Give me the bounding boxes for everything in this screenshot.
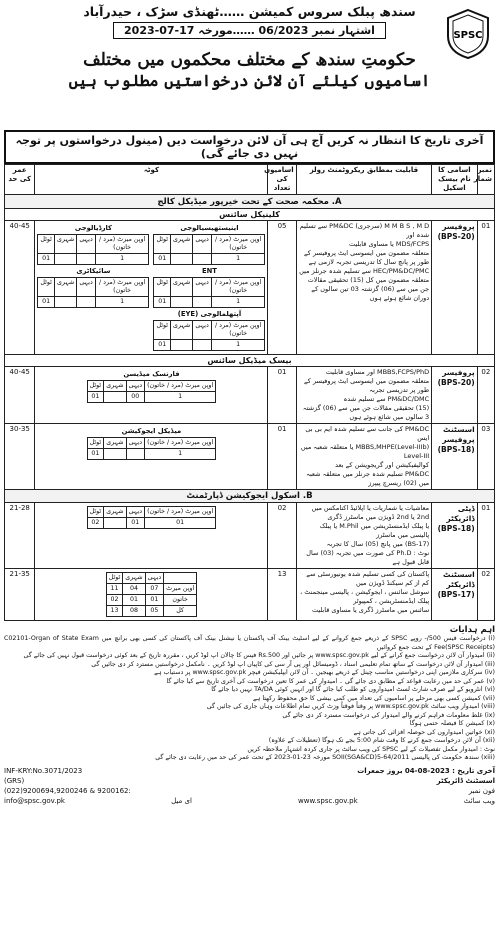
quota-rural-label: دیہی — [193, 278, 212, 297]
quota-urban-label: شہری — [54, 235, 76, 254]
quota-total-label: ٹوٹل — [154, 235, 171, 254]
quota-total: 02 — [106, 595, 123, 606]
post-name: پروفیسر — [442, 222, 475, 231]
phone-label: فون نمبر — [468, 786, 495, 795]
quota-urban — [54, 297, 76, 308]
age-limit: 30-35 — [9, 425, 30, 433]
post-name: اسسٹنٹ پروفیسر — [442, 425, 475, 444]
quota-table — [37, 277, 149, 308]
row-qualification — [296, 569, 432, 621]
quota-total: 02 — [87, 518, 104, 529]
quota-rural: 05 — [145, 606, 164, 617]
quota-total-label: ٹوٹل — [106, 573, 123, 584]
posts-table — [4, 164, 495, 621]
quota-merit-label: اوپن میرٹ (مرد / خاتون) — [95, 278, 149, 297]
age-limit: 21-28 — [9, 504, 30, 512]
quota-rural-label: دیہی — [126, 438, 145, 449]
row-number: 01 — [268, 367, 296, 424]
quota-urban-label: شہری — [104, 438, 126, 449]
row-age — [5, 424, 35, 490]
row-sn: 01 — [477, 503, 494, 569]
row-qualification — [296, 503, 432, 569]
quota-rural-label: دیہی — [126, 507, 145, 518]
last-date — [357, 766, 495, 776]
quota-rural — [126, 449, 145, 460]
table-header-row — [5, 165, 495, 195]
row-qualification — [296, 367, 432, 424]
quota-total-label: ٹوٹل — [38, 235, 55, 254]
quota-urban — [104, 518, 126, 529]
row-number: 01 — [268, 424, 296, 490]
quota-urban-label: شہری — [104, 381, 126, 392]
phone-numbers: (022)9200694,9200246 & 9200162: — [4, 786, 131, 795]
post-scale: (BPS-17) — [437, 590, 475, 599]
row-qualification — [296, 424, 432, 490]
subsection-clinical-row — [5, 209, 495, 221]
website-label: ویب سائٹ — [463, 796, 495, 805]
quota-urban — [170, 254, 192, 265]
subsection-basic-row — [5, 355, 495, 367]
quota-table — [153, 277, 265, 308]
post-scale: (BPS-20) — [437, 378, 475, 387]
qual-line: متعلقہ مضمون میں ایسوسی ایٹ پروفیسر کے طور پر تدریسی تجربہ — [303, 377, 430, 394]
quota-rural-label: دیہی — [77, 235, 96, 254]
instruction-item: (v) عمر کی حد میں رعایت قواعد کے مطابق دی جائے گی ۔ امیدوار کی عمر کا تعین درخواست کی آخری تاریخ سے کیا جائے گا — [166, 677, 495, 685]
quota-urban: 01 — [123, 595, 145, 606]
qual-line: متعلقہ مضمون میں ایسوسی ایٹ پروفیسر کے طور پر پانچ سال کا تدریسی تجربہ لازمی ہے — [303, 249, 430, 266]
row-quota — [35, 569, 268, 621]
header-quota: کوٹہ — [35, 165, 268, 195]
instruction-item: (xi) خواتین امیدواروں کی حوصلہ افزائی کی جاتی ہے — [353, 728, 495, 736]
quota-dept: کارڈیالوجی — [74, 224, 112, 232]
quota-rural-label: دیہی — [193, 321, 212, 340]
advertisement-number: اشتہار نمبر 06/2023 ……مورخہ 17-07-2023 — [113, 22, 386, 39]
row-sn: 03 — [477, 424, 494, 490]
quota-merit-label: اوپن میرٹ (مرد / خاتون) — [145, 438, 216, 449]
quota-row-label: اوپن میرٹ — [164, 584, 197, 595]
row-sn: 02 — [477, 569, 494, 621]
quota-total-label: ٹوٹل — [38, 278, 55, 297]
post-name: اسسٹنٹ ڈائریکٹر — [443, 570, 475, 589]
quota-merit-label: اوپن میرٹ (مرد / خاتون) — [211, 278, 265, 297]
last-date-day: بروز جمعرات — [357, 766, 403, 775]
qual-line: سائنس میں ماسٹرز ڈگری یا مساوی قابلیت — [311, 606, 430, 614]
quota-rural: 07 — [145, 584, 164, 595]
quota-urban — [54, 254, 76, 265]
post-scale: (BPS-18) — [437, 445, 475, 454]
row-post — [432, 221, 478, 355]
quota-total-label: ٹوٹل — [87, 507, 104, 518]
quota-merit: 1 — [211, 297, 265, 308]
row-qualification — [296, 221, 432, 355]
row-quota — [35, 424, 268, 490]
header-age: عمر کی حد — [5, 165, 35, 195]
quota-total-label: ٹوٹل — [154, 278, 171, 297]
table-row — [5, 424, 495, 490]
qual-line: HEC/PM&DC/PMC سے تسلیم شدہ جرنلز میں متعلقہ مضمون میں کل (15) تحقیقی مقالات — [299, 267, 430, 284]
footer — [4, 766, 495, 806]
quota-rural: 00 — [126, 392, 145, 403]
post-scale: (BPS-20) — [437, 232, 475, 241]
quota-total: 01 — [154, 297, 171, 308]
qual-line: (BS-17) میں پانچ (05) سال کا تجربہ — [326, 540, 430, 548]
quota-merit-label: اوپن میرٹ (مرد / خاتون) — [211, 321, 265, 340]
quota-urban — [104, 449, 126, 460]
quota-merit-label: اوپن میرٹ (مرد / خاتون) — [95, 235, 149, 254]
quota-urban-label: شہری — [123, 573, 145, 584]
instruction-item: (iv) سرکاری ملازمین اپنی درخواستیں مناسب چینل کے ذریعے بھیجیں ۔ آن لائن ایپلیکیشن فیچر www.spsc.gov.pk پر دستیاب ہے — [154, 669, 495, 676]
quota-total: 13 — [106, 606, 123, 617]
row-age — [5, 367, 35, 424]
table-row — [5, 221, 495, 355]
section-a-title: A. محکمہ صحت کے تحت خیرپور میڈیکل کالج — [5, 195, 495, 209]
quota-rural: 01 — [145, 595, 164, 606]
qual-line: MBBS,FCPS/PhD اور مساوی قابلیت — [325, 368, 430, 376]
header-sn: نمبر شمار — [477, 165, 494, 195]
quota-merit: 1 — [145, 449, 216, 460]
deadline-banner: آخری تاریخ کا انتظار نہ کریں آج ہی آن لائن درخواست دیں (مینول درخواستوں پر توجہ نہیں دی جائے گی) — [4, 130, 495, 164]
instruction-item: (iii) امیدوار آن لائن درخواست کے ساتھ تمام تعلیمی اسناد ، ڈومیسائل اور پی آر سی کی کاپیاں اپ لوڈ کریں ۔ نامکمل درخواستیں مسترد کر دی جائیں گی — [91, 660, 495, 668]
age-limit: 40-45 — [9, 222, 30, 230]
quota-rural — [193, 297, 212, 308]
qual-line: معاشیات یا شماریات یا اپلائیڈ اکنامکس میں 2nd یا 2nd ڈویژن میں ماسٹرز ڈگری — [311, 504, 430, 521]
qual-line: PM&DC کی جانب سے تسلیم شدہ ایم بی بی ایس — [305, 425, 430, 442]
table-row — [5, 569, 495, 621]
section-b-title: B. اسکول ایجوکیشن ڈپارٹمنٹ — [5, 490, 495, 503]
quota-merit: 1 — [95, 254, 149, 265]
qual-line: PM&DC/DMC سے تسلیم شدہ — [343, 395, 430, 403]
instructions-list — [4, 635, 495, 763]
quota-rural — [193, 340, 212, 351]
quota-total-label: ٹوٹل — [154, 321, 171, 340]
quota-dept: میڈیکل ایجوکیشن — [121, 427, 182, 435]
qual-line: پاکستان کی کسی تسلیم شدہ یونیورسٹی سے کم از کم سیکنڈ ڈویژن میں — [306, 570, 430, 587]
quota-dept: ENT — [201, 267, 217, 275]
header-number: اسامیوں کی تعداد — [268, 165, 296, 195]
quota-merit-label: اوپن میرٹ (مرد / خاتون) — [145, 507, 216, 518]
quota-rural-label: دیہی — [126, 381, 145, 392]
quota-total: 01 — [154, 254, 171, 265]
quota-row-label: کل — [164, 606, 197, 617]
row-age — [5, 503, 35, 569]
quota-total: 11 — [106, 584, 123, 595]
quota-total: 01 — [38, 297, 55, 308]
row-post — [432, 367, 478, 424]
row-number: 13 — [268, 569, 296, 621]
email-address[interactable]: info@spsc.gov.pk — [4, 796, 65, 805]
signatory-title: اسسٹنٹ ڈائریکٹر — [436, 776, 495, 785]
section-b-row — [5, 490, 495, 503]
qual-line: سوشل سائنس ، ایجوکیشن ، پالیسی مینجمنٹ ، پبلک ایڈمنسٹریشن ، کمپیوٹر — [300, 588, 430, 605]
quota-table — [37, 234, 149, 265]
quota-dept: اینیستھیسیالوجی — [180, 224, 239, 232]
header-post: اسامی کا نام بیسک اسکیل — [432, 165, 478, 195]
logo-text: SPSC — [453, 30, 483, 41]
instruction-item: (xii) آن لائن درخواست جمع کرنے کا وقت شام 5:00 بجے تک ہوگا (تعطیلات کے علاوہ) — [268, 737, 495, 744]
reference-number: INF-KRY:No.3071/2023 — [4, 766, 83, 775]
subsection-clinical: کلینیکل سائنس — [5, 209, 495, 221]
commission-title: سندھ پبلک سروس کمیشن ……ٹھنڈی سڑک ، حیدرآباد — [83, 4, 416, 19]
quota-total: 01 — [87, 392, 104, 403]
last-date-value: 04-08-2023 — [404, 766, 450, 775]
row-quota — [35, 367, 268, 424]
quota-dept: فارنسک میڈیسن — [123, 370, 180, 378]
instruction-item: نوٹ : امیدوار مکمل تفصیلات کے لیے SPSC کی ویب سائٹ پر جاری کردہ اشتہار ملاحظہ کریں — [247, 745, 495, 753]
quota-urban — [104, 392, 126, 403]
quota-urban-label: شہری — [104, 507, 126, 518]
post-name: پروفیسر — [442, 368, 475, 377]
last-date-label: آخری تاریخ : — [452, 766, 495, 775]
qual-line: M M B S , M D (سرجری) PM&DC سے تسلیم شدہ اور — [299, 222, 430, 239]
row-sn: 02 — [477, 367, 494, 424]
row-number: 02 — [268, 503, 296, 569]
instruction-item: (i) درخواست فیس 500/- روپے SPSC کے ذریعے جمع کروانے کے لیے اسٹیٹ بینک آف پاکستان یا نیشنل بینک آف پاکستان کی کسی بھی برانچ میں C02101-Organ of State Exam Fee(SPSC Receipts) کے تحت جمع کروائیں — [4, 635, 495, 651]
qual-line: نوٹ : Ph.D کی صورت میں تجربہ (03) سال قابل قبول ہے — [306, 549, 430, 566]
quota-row-label: خاتون — [164, 595, 197, 606]
quota-table — [153, 320, 265, 351]
quota-total-label: ٹوٹل — [87, 438, 104, 449]
instruction-item: (ix) غلط معلومات فراہم کرنے والے امیدوار کی درخواست مسترد کر دی جائے گی — [282, 711, 495, 719]
row-sn: 01 — [477, 221, 494, 355]
spsc-logo-icon — [445, 8, 491, 60]
quota-urban-label: شہری — [170, 278, 192, 297]
row-quota — [35, 503, 268, 569]
post-scale: (BPS-18) — [437, 524, 475, 533]
row-age — [5, 569, 35, 621]
quota-merit: 1 — [145, 392, 216, 403]
quota-merit-label: اوپن میرٹ (مرد / خاتون) — [145, 381, 216, 392]
quota-table — [87, 437, 217, 460]
quota-total-label: ٹوٹل — [87, 381, 104, 392]
quota-urban — [170, 340, 192, 351]
header-qualification: قابلیت بمطابق ریکروٹمنٹ رولز — [296, 165, 432, 195]
quota-rural-label: دیہی — [77, 278, 96, 297]
post-name: ڈپٹی ڈائریکٹر — [446, 504, 475, 523]
quota-rural-label: دیہی — [193, 235, 212, 254]
qual-line: کوالیفیکیشن اور گریجویشن کے بعد — [335, 461, 430, 469]
quota-table — [87, 380, 217, 403]
age-limit: 21-35 — [9, 570, 30, 578]
quota-rural — [77, 254, 96, 265]
email-label: ای میل — [171, 796, 192, 805]
headline-line-1: حکومتِ سندھ کے مختلف محکموں میں مختلف — [83, 50, 416, 70]
qual-line: MBBS,MHPE(Level-IIIb) یا متعلقہ شعبہ میں Level-III — [300, 443, 430, 460]
table-row — [5, 367, 495, 424]
quota-urban — [170, 297, 192, 308]
quota-merit: 1 — [211, 340, 265, 351]
quota-total: 01 — [154, 340, 171, 351]
table-row — [5, 503, 495, 569]
quota-table — [87, 506, 217, 529]
qual-line: MDS/FCPS یا مساوی قابلیت — [349, 240, 430, 248]
quota-merit: 01 — [145, 518, 216, 529]
website-url[interactable]: www.spsc.gov.pk — [298, 796, 358, 805]
headline-line-2: اسامیوں کیلئے آن لائن درخواستیں مطلوب ہیں — [68, 71, 431, 90]
age-limit: 40-45 — [9, 368, 30, 376]
row-post — [432, 503, 478, 569]
quota-urban-label: شہری — [54, 278, 76, 297]
qual-line: جن میں سے (06) گزشتہ 03 تین سالوں کے دوران شائع ہوئے ہوں — [311, 285, 430, 302]
instruction-item: (viii) امیدوار ویب سائٹ www.spsc.gov.pk پر وقتاً فوقتاً وزٹ کریں تمام اطلاعات وہاں جاری کی جائیں گی — [206, 703, 495, 710]
quota-urban: 04 — [123, 584, 145, 595]
quota-merit: 1 — [211, 254, 265, 265]
header — [4, 4, 495, 88]
quota-urban-label: شہری — [170, 321, 192, 340]
quota-rural-label: دیہی — [145, 573, 164, 584]
quota-rural — [77, 297, 96, 308]
quota-merit: 1 — [95, 297, 149, 308]
instruction-item: (x) کمیشن کا فیصلہ حتمی ہوگا — [409, 720, 495, 727]
instructions-title: اہم ہدایات — [449, 625, 495, 635]
quota-table — [106, 572, 197, 617]
quota-rural — [193, 254, 212, 265]
quota-urban-label: شہری — [170, 235, 192, 254]
row-post — [432, 569, 478, 621]
qual-line: PM&DC تسلیم شدہ جرنلز میں متعلقہ شعبہ میں (02) ریسرچ پیپرز — [306, 470, 430, 487]
instruction-item: (vi) انٹرویو کے لیے صرف شارٹ لسٹ امیدواروں کو طلب کیا جائے گا اور انہیں کوئی TA/DA نہیں دیا جائے گا — [211, 686, 495, 693]
instruction-item: (ii) امیدوار آن لائن درخواست جمع کرانے کے لیے www.spsc.gov.pk پر جائیں اور Rs.500 فیس کا چالان اپ لوڈ کریں ، مقررہ تاریخ کے بعد کوئی درخواست قبول نہیں کی جائے گی — [23, 652, 495, 659]
quota-dept: سائیکاٹری — [76, 267, 111, 275]
instruction-item: (vii) کمیشن کسی بھی مرحلے پر اسامیوں کی تعداد میں کمی بیشی کا حق محفوظ رکھتا ہے — [252, 694, 495, 702]
row-age — [5, 221, 35, 355]
grs-label: (GRS) — [4, 776, 25, 785]
instruction-item: (xiii) سندھ حکومت کی پالیسی SOII(SGA&CD)5-64/2011 مورخہ 23-01-2023 کے تحت عمر کی حد میں رعایت دی جائے گی — [155, 754, 495, 761]
quota-total: 01 — [87, 449, 104, 460]
row-quota — [35, 221, 268, 355]
qual-line: یا پبلک ایڈمنسٹریشن میں M.Phil یا پبلک پالیسی میں ماسٹرز — [319, 522, 430, 539]
quota-table — [153, 234, 265, 265]
quota-merit-label: اوپن میرٹ (مرد / خاتون) — [211, 235, 265, 254]
qual-line: (15) تحقیقی مقالات جن میں سے (06) گزشتہ 3 سالوں میں شائع ہوئے ہوں — [302, 404, 430, 421]
quota-total: 01 — [38, 254, 55, 265]
quota-urban: 08 — [123, 606, 145, 617]
row-number: 05 — [268, 221, 296, 355]
row-post — [432, 424, 478, 490]
section-a-row — [5, 195, 495, 209]
subsection-basic: بیسک میڈیکل سائنس — [5, 355, 495, 367]
quota-dept: آپتھلمالوجی (EYE) — [177, 310, 242, 318]
quota-rural: 01 — [126, 518, 145, 529]
